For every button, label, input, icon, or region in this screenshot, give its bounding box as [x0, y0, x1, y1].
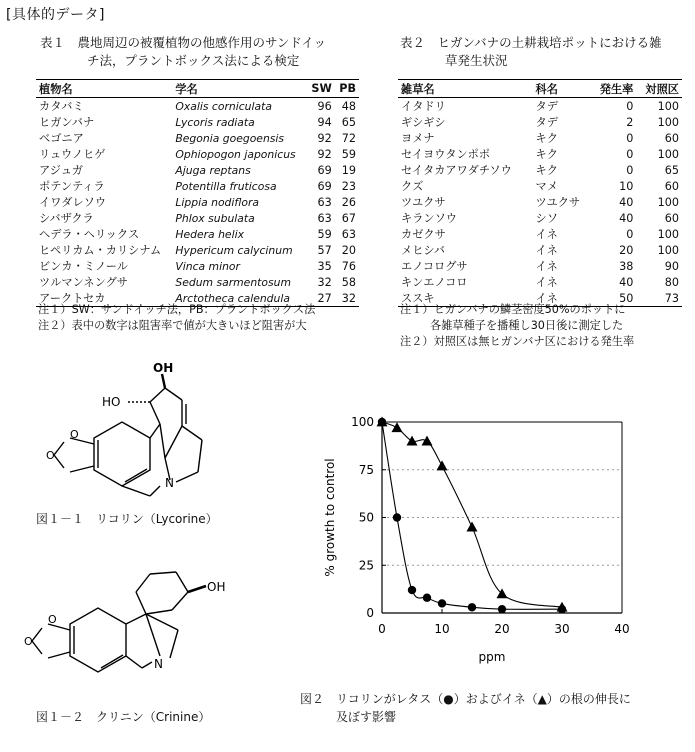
- table1-row: [36, 210, 359, 226]
- table2-cell: イネ: [535, 276, 558, 289]
- table1-caption-line2: チ法，プラントボックス法による検定: [87, 53, 300, 68]
- table1-cell: 59: [317, 227, 332, 241]
- table1-cell: ベゴニア: [39, 132, 84, 145]
- table1-cell: 76: [341, 259, 356, 273]
- table2-note-3: 注２）対照区は無ヒガンバナ区における発生率: [400, 335, 635, 348]
- table1-cell: アジュガ: [39, 164, 84, 177]
- table1-cell: 69: [317, 179, 332, 193]
- table1-cell: 48: [341, 99, 356, 113]
- table1-cell: アークトセカ: [36, 290, 172, 307]
- table2-cell: カゼクサ: [401, 228, 446, 241]
- table2-cell: 60: [664, 211, 679, 225]
- table1-cell: ポテンティラ: [39, 180, 105, 193]
- x-tick-label: 10: [434, 622, 450, 636]
- table1-row: [36, 178, 359, 194]
- table1-cell: 57: [317, 243, 332, 257]
- triangle-point: [422, 436, 433, 446]
- table1-cell: イワダレソウ: [39, 196, 107, 209]
- table1-cell: カタバミ: [39, 100, 84, 113]
- y-tick-label: 0: [366, 606, 374, 620]
- table2-cell: 80: [664, 275, 679, 289]
- table1-row: [36, 114, 359, 130]
- table1-row: [36, 274, 359, 290]
- crinine-oh-label: OH: [207, 580, 226, 594]
- table1-cell: Sedum sarmentosum: [175, 275, 291, 289]
- table2-cell: メヒシバ: [401, 244, 445, 257]
- table2-cell: キンエノコロ: [401, 276, 468, 289]
- table1-cell: ヒペリカム・カリシナム: [39, 244, 162, 257]
- table1-cell: 58: [341, 275, 356, 289]
- table1-cell: リュウノヒゲ: [39, 148, 106, 161]
- lycorine-o2-label: O: [70, 428, 79, 441]
- fig2-caption-line1: 図２ リコリンがレタス（●）およびイネ（▲）の根の伸長に: [300, 692, 631, 706]
- table1-cell: 63: [341, 227, 356, 241]
- series-line-circle: [382, 422, 562, 609]
- table1-cell: Ajuga reptans: [175, 163, 251, 177]
- lycorine-o1-label: O: [46, 449, 55, 462]
- table2-cell: キランソウ: [401, 212, 457, 225]
- table2-cell: ヨメナ: [401, 132, 435, 145]
- circle-point: [393, 513, 401, 521]
- table2-cell: エノコログサ: [401, 260, 468, 273]
- x-tick-label: 0: [378, 622, 386, 636]
- table1-cell: 27: [307, 290, 335, 307]
- circle-point: [408, 586, 416, 594]
- y-tick-label: 50: [358, 510, 374, 525]
- lycorine-oh-label: OH: [153, 361, 174, 375]
- table1-cell: 32: [335, 290, 359, 307]
- table1-cell: Begonia goegoensis: [175, 131, 285, 145]
- table1-header-row: [36, 80, 359, 98]
- table2-cell: 2: [626, 115, 634, 129]
- table2-cell: 100: [657, 115, 679, 129]
- triangle-point: [407, 436, 418, 446]
- circle-point: [498, 605, 506, 613]
- table1-cell: Lippia nodiflora: [175, 195, 260, 209]
- table2-cell: 65: [664, 163, 679, 177]
- crinine-structure: [10, 560, 270, 710]
- table1-cell: 65: [341, 115, 356, 129]
- fig1-1-caption: 図１－１ リコリン（Lycorine）: [36, 512, 218, 526]
- table2-row: [398, 210, 682, 226]
- lycorine-n-label: N: [165, 476, 174, 490]
- table2-cell: 38: [619, 259, 634, 273]
- table1-cell: 72: [341, 131, 356, 145]
- table2-row: [398, 258, 682, 274]
- table1-row: [36, 130, 359, 146]
- table1-cell: Vinca minor: [175, 259, 240, 273]
- table2: [398, 79, 682, 307]
- table1-row: [36, 226, 359, 242]
- table2-header-row: [398, 80, 682, 98]
- table1-cell: 92: [317, 131, 332, 145]
- table1-cell: 23: [341, 179, 356, 193]
- table2-row: [398, 98, 682, 115]
- circle-point: [438, 599, 446, 607]
- circle-point: [468, 603, 476, 611]
- table1-cell: 26: [341, 195, 356, 209]
- table1-cell: 69: [317, 163, 332, 177]
- table1-cell: 32: [317, 275, 332, 289]
- fig2-chart: [300, 400, 680, 690]
- table2-cell: 40: [619, 195, 634, 209]
- table1-cell: 63: [317, 211, 332, 225]
- table1-row: [36, 146, 359, 162]
- crinine-o1-label: O: [24, 635, 33, 648]
- table2-row: [398, 274, 682, 290]
- table1-cell: Phlox subulata: [175, 211, 255, 225]
- table1-row: [36, 98, 359, 115]
- table1-cell: Lycoris radiata: [175, 115, 255, 129]
- x-tick-label: 20: [494, 622, 510, 636]
- table1: [36, 79, 359, 307]
- table2-row: [398, 226, 682, 242]
- table2-col-header: 対照区: [636, 80, 682, 98]
- y-tick-label: 100: [351, 415, 374, 429]
- table2-cell: 40: [619, 275, 634, 289]
- table1-cell: ヘデラ・ヘリックス: [39, 228, 140, 241]
- table1-cell: ヒガンバナ: [39, 116, 95, 129]
- x-tick-label: 30: [554, 622, 570, 636]
- crinine-n-label: N: [154, 657, 163, 671]
- table1-cell: 63: [317, 195, 332, 209]
- table1-cell: 67: [341, 211, 356, 225]
- table1-cell: 19: [341, 163, 356, 177]
- triangle-point: [437, 460, 448, 470]
- table2-cell: 0: [626, 163, 634, 177]
- table2-caption-line2: 草発生状況: [445, 53, 508, 68]
- table2-cell: 60: [664, 131, 679, 145]
- fig2-caption-line2: 及ぼす影響: [336, 710, 397, 724]
- table2-col-header: 科名: [533, 80, 591, 98]
- table2-cell: ギシギシ: [401, 116, 446, 129]
- table2-cell: ツユクサ: [535, 196, 581, 209]
- table2-row: [398, 242, 682, 258]
- table2-row: [398, 146, 682, 162]
- table2-cell: 10: [619, 179, 634, 193]
- table2-cell: 60: [664, 179, 679, 193]
- table1-col-header: 学名: [172, 80, 306, 98]
- table1-cell: Oxalis corniculata: [175, 99, 272, 113]
- crinine-o2-label: O: [48, 613, 57, 626]
- table2-cell: 20: [619, 243, 634, 257]
- table2-cell: 90: [664, 259, 679, 273]
- table1-note-1: 注１）SW：サンドイッチ法，PB：プラントボックス法: [38, 303, 316, 316]
- table2-cell: ツユクサ: [401, 196, 446, 209]
- table2-cell: 100: [657, 227, 679, 241]
- table2-cell: イタドリ: [401, 100, 446, 113]
- table1-row: [36, 194, 359, 210]
- table1-note-2: 注２）表中の数字は阻害率で値が大きいほど阻害が大: [38, 319, 307, 332]
- lycorine-structure: [10, 360, 270, 510]
- triangle-point: [392, 422, 403, 432]
- table2-row: [398, 194, 682, 210]
- table2-cell: 73: [636, 290, 682, 307]
- table1-cell: 35: [317, 259, 332, 273]
- table1-cell: ツルマンネングサ: [39, 276, 128, 289]
- triangle-point: [467, 522, 478, 532]
- table1-caption-line1: 表１ 農地周辺の被覆植物の他感作用のサンドイッ: [40, 35, 327, 50]
- x-axis-label: ppm: [478, 650, 506, 664]
- table1-row: [36, 258, 359, 274]
- table1-cell: 59: [341, 147, 356, 161]
- table1-cell: 20: [341, 243, 356, 257]
- y-axis-label: % growth to control: [323, 458, 337, 577]
- table2-caption-line1: 表２ ヒガンバナの土耕栽培ポットにおける雑: [400, 35, 662, 50]
- table1-cell: シバザクラ: [39, 212, 94, 225]
- table2-cell: シソ: [535, 212, 558, 225]
- table2-cell: 100: [657, 147, 679, 161]
- table1-row: [36, 242, 359, 258]
- table2-cell: イネ: [535, 228, 558, 241]
- fig1-2-caption: 図１－２ クリニン（Crinine）: [36, 710, 211, 724]
- table1-cell: 94: [317, 115, 332, 129]
- table2-row: [398, 114, 682, 130]
- table2-cell: 0: [626, 99, 634, 113]
- circle-point: [423, 594, 431, 602]
- table1-cell: Arctotheca calendula: [172, 290, 306, 307]
- table1-cell: Hypericum calycinum: [175, 243, 293, 257]
- table2-cell: 50: [591, 290, 637, 307]
- table1-col-header: PB: [335, 80, 359, 98]
- table1-row: [36, 162, 359, 178]
- table2-cell: イネ: [535, 244, 558, 257]
- table1-cell: Ophiopogon japonicus: [175, 147, 296, 161]
- table2-cell: 0: [626, 227, 634, 241]
- table2-note-2: 各雑草種子を播種し30日後に測定した: [430, 319, 624, 332]
- table1-col-header: SW: [307, 80, 335, 98]
- x-tick-label: 40: [614, 622, 630, 636]
- table2-row: [398, 130, 682, 146]
- chart-grid: [382, 422, 622, 565]
- table2-row: [398, 162, 682, 178]
- table2-cell: 40: [619, 211, 634, 225]
- table2-cell: 0: [626, 147, 634, 161]
- y-tick-label: 25: [358, 558, 374, 573]
- table1-cell: ビンカ・ミノール: [39, 260, 128, 273]
- table2-cell: イネ: [533, 290, 591, 307]
- table2-cell: 100: [657, 99, 679, 113]
- table2-cell: ススキ: [398, 290, 533, 307]
- table2-cell: 100: [657, 243, 679, 257]
- table2-cell: キク: [535, 148, 558, 161]
- table2-cell: キク: [535, 164, 558, 177]
- table2-cell: タデ: [535, 100, 558, 113]
- y-tick-label: 75: [358, 462, 374, 477]
- table1-cell: Hedera helix: [175, 227, 244, 241]
- table2-cell: マメ: [535, 180, 558, 193]
- table2-col-header: 雑草名: [398, 80, 533, 98]
- table1-col-header: 植物名: [36, 80, 172, 98]
- table2-cell: タデ: [535, 116, 558, 129]
- table2-cell: キク: [535, 132, 558, 145]
- table1-cell: Potentilla fruticosa: [175, 179, 277, 193]
- section-header: [具体的データ]: [6, 7, 105, 23]
- table2-cell: クズ: [401, 180, 424, 193]
- table2-cell: 0: [626, 131, 634, 145]
- table1-cell: 96: [317, 99, 332, 113]
- table2-cell: セイタカアワダチソウ: [401, 164, 512, 177]
- lycorine-ho-label: HO: [102, 395, 121, 409]
- table2-cell: セイヨウタンポポ: [401, 148, 491, 161]
- table1-cell: 92: [317, 147, 332, 161]
- table2-cell: イネ: [535, 260, 558, 273]
- table2-note-1: 注１）ヒガンバナの鱗茎密度50%のポットに: [400, 303, 626, 316]
- table2-col-header: 発生率: [591, 80, 637, 98]
- table2-cell: 100: [657, 195, 679, 209]
- table2-row: [398, 178, 682, 194]
